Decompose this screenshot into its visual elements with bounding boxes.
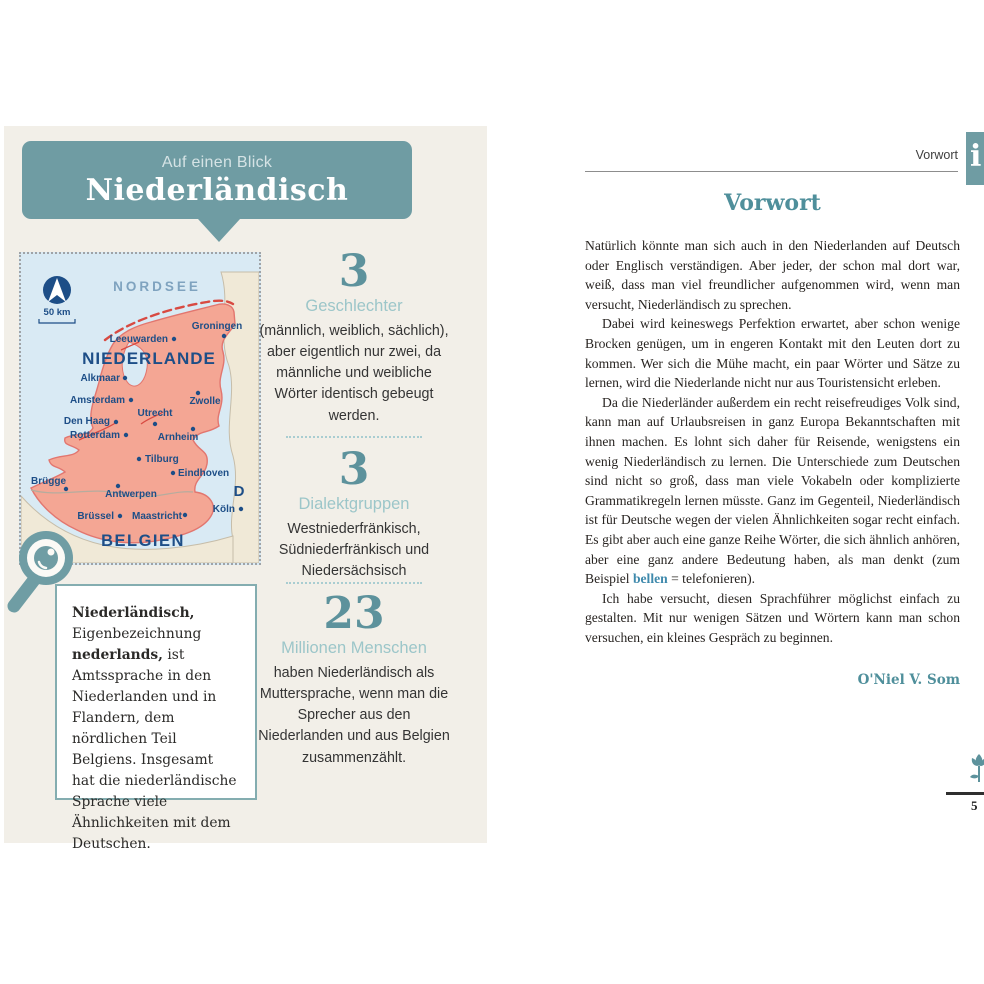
map-city-bruegge: Brügge [31, 476, 66, 487]
fact-genders-number: 3 [338, 246, 370, 297]
fact-dialects-number: 3 [338, 444, 370, 495]
fact-dialects-text: Westniederfränkisch, Südniederfränkisch und Niedersächsisch [278, 521, 430, 580]
banner-title: Niederländisch [85, 173, 349, 208]
info-icon: i [970, 139, 982, 174]
banner-eyebrow: Auf einen Blick [161, 154, 273, 171]
info-box-text-2: ist Amtssprache in den Niederlanden und in Flandern, dem nördlichen Teil Belgiens. Insgesamt hat die niederländische Sprache viele Ähnlichkeiten mit dem Deutschen. [72, 646, 237, 852]
page-number: 5 [971, 798, 978, 813]
map-city-amsterdam: Amsterdam [69, 395, 125, 406]
map-city-bruessel: Brüssel [77, 511, 114, 522]
title-banner [22, 141, 412, 219]
map-city-eindhoven: Eindhoven [178, 468, 230, 479]
map-city-leeuwarden: Leeuwarden [109, 334, 168, 345]
map-label-belgien: BELGIEN [101, 532, 185, 550]
fact-speakers-number: 23 [323, 588, 385, 639]
chapter-tab-info [966, 132, 984, 185]
fact-speakers-label: Millionen Menschen [281, 639, 427, 657]
paragraph-text: = telefonieren). [667, 571, 756, 587]
paragraph: Dabei wird keineswegs Perfektion erwartet, aber schon wenige Brocken genügen, um in engeren Kontakt mit den Leuten dort zu kommen. Wer sich die Mühe macht, ein paar Wörter und Sätze zu lernen, wird die Niederlande nicht nur aus Touristensicht erleben. [585, 316, 960, 391]
map-city-zwolle: Zwolle [189, 396, 221, 407]
map-city-arnheim: Arnheim [157, 432, 199, 443]
running-head: Vorwort [915, 148, 958, 162]
map-city-antwerpen: Antwerpen [105, 489, 157, 500]
fact-speakers [258, 588, 450, 769]
info-box-endonym: nederlands, [72, 646, 163, 663]
tulip-icon [967, 752, 984, 784]
compass-icon [43, 276, 71, 304]
author-signature: O'Niel V. Som [857, 672, 960, 689]
map-svg [21, 254, 259, 563]
map-city-tilburg: Tilburg [145, 454, 179, 465]
map-city-alkmaar: Alkmaar [80, 373, 120, 384]
map-city-maastricht: Maastricht [132, 511, 183, 522]
map-label-niederlande: NIEDERLANDE [82, 349, 216, 368]
dotted-separator [286, 582, 422, 584]
info-box-term: Niederländisch, [72, 605, 195, 621]
language-info-box [55, 584, 257, 852]
map-city-utrecht: Utrecht [137, 408, 173, 419]
fact-genders-label: Geschlechter [305, 297, 403, 315]
left-page [4, 126, 487, 852]
paragraph: Ich habe versucht, diesen Sprachführer möglichst einfach zu gestalten. Mit nur wenigen Sätzen und Wörtern kann man schon versuchen, ein kleines Gespräch zu beginnen. [585, 590, 960, 645]
map-city-den-haag: Den Haag [63, 416, 110, 427]
preface-body [585, 236, 960, 691]
map-sea-label-text: NORDSEE [113, 279, 201, 294]
fact-genders [258, 246, 450, 427]
footer-rule [946, 792, 984, 795]
info-box-text-1: Eigenbezeichnung [72, 625, 202, 642]
fact-dialects-label: Dialektgruppen [298, 495, 410, 513]
running-head-rule [585, 171, 958, 172]
highlighted-word: bellen [632, 571, 668, 587]
map-scale-label: 50 km [43, 307, 71, 318]
chapter-title: Vorwort [724, 190, 821, 216]
dotted-separator [286, 436, 422, 438]
paragraph: Natürlich könnte man sich auch in den Niederlanden auf Deutsch oder Englisch verständigen. Aber jeder, der schon mal dort war, weiß, dass man viel freundlicher aufgenommen wird, wenn man versucht, Niederländisch zu sprechen. [585, 238, 960, 312]
paragraph-text: Da die Niederländer außerdem ein recht reisefreudiges Volk sind, kann man auf Urlaubsreisen in ganz Europa Bekanntschaften mit ihnen machen. Es lohnt sich daher für Reisende, wenigstens ein wenig Niederländisch zu lernen. Die Unterschiede zum Deutschen sind nicht so groß, dass man viele Vokabeln oder komplizierte Grammatikregeln lernen müsste. Ganz im Gegenteil, Niederländisch ist für Deutsche wegen der vielen Ähnlichkeiten sogar recht einfach. Es gibt aber auch eine ganze Reihe Wörter, die sich ähnlich anhören, aber eine ganz andere Bedeutung haben, als man denkt (zum Beispiel [585, 394, 960, 587]
paragraph [585, 393, 960, 589]
fact-genders-text: (männlich, weiblich, sächlich), aber eigentlich nur zwei, da männliche und weibliche Wörter identisch gebeugt werden. [259, 323, 449, 424]
fact-speakers-text: haben Niederländisch als Muttersprache, wenn man die Sprecher aus den Niederlanden und aus Belgien zusammenzählt. [258, 665, 450, 766]
fact-dialects [258, 444, 450, 582]
map-city-rotterdam: Rotterdam [69, 430, 120, 441]
map-label-germany: D [233, 483, 245, 500]
map-city-groningen: Groningen [191, 321, 243, 332]
map-city-koeln: Köln [212, 504, 235, 515]
